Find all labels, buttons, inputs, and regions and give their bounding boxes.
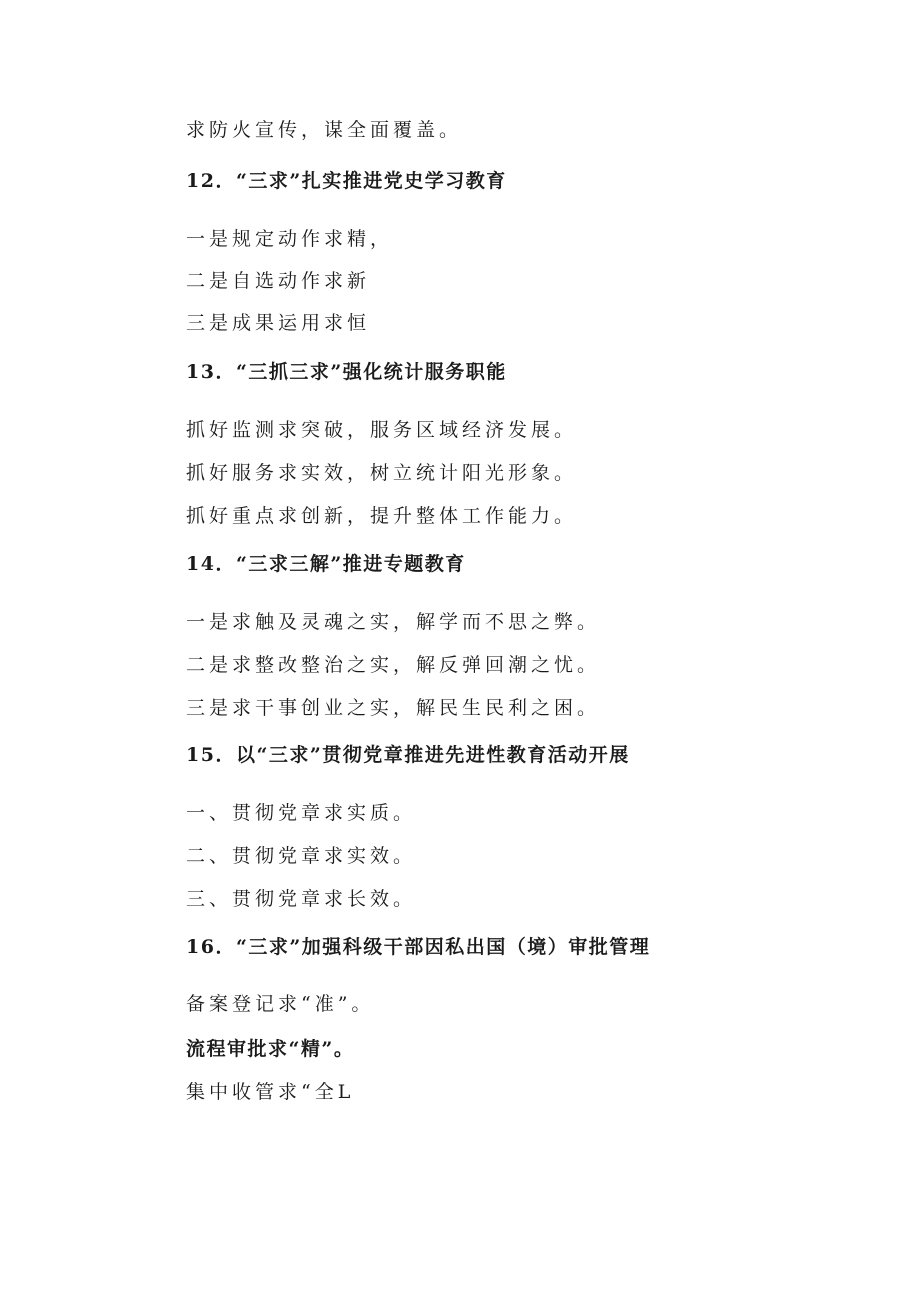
text-line: 抓好服务求实效，树立统计阳光形象。 [186,462,578,484]
text-line: 二是自选动作求新 [186,270,371,292]
section-heading-12: 12．“三求”扎实推进党史学习教育 [186,170,507,192]
text-line: 集中收管求“全L [186,1081,355,1103]
text-line: 抓好重点求创新，提升整体工作能力。 [186,505,578,527]
section-heading-14: 14．“三求三解”推进专题教育 [186,553,466,575]
text-line: 求防火宣传，谋全面覆盖。 [186,119,463,141]
text-line: 备案登记求“准”。 [186,993,375,1015]
section-heading-13: 13．“三抓三求”强化统计服务职能 [186,361,507,383]
text-line: 二是求整改整治之实，解反弹回潮之忧。 [186,654,601,676]
text-line: 一、贯彻党章求实质。 [186,802,417,824]
text-line: 一是规定动作求精， [186,228,394,250]
text-line: 二、贯彻党章求实效。 [186,845,417,867]
text-line: 抓好监测求突破，服务区域经济发展。 [186,419,578,441]
text-line: 三是求干事创业之实，解民生民利之困。 [186,697,601,719]
text-line: 一是求触及灵魂之实，解学而不思之弊。 [186,611,601,633]
section-heading-16: 16．“三求”加强科级干部因私出国（境）审批管理 [186,936,651,958]
text-line: 三、贯彻党章求长效。 [186,888,417,910]
section-heading-15: 15．以“三求”贯彻党章推进先进性教育活动开展 [186,744,630,766]
text-line: 流程审批求“精”。 [186,1038,355,1060]
text-line: 三是成果运用求恒 [186,312,371,334]
